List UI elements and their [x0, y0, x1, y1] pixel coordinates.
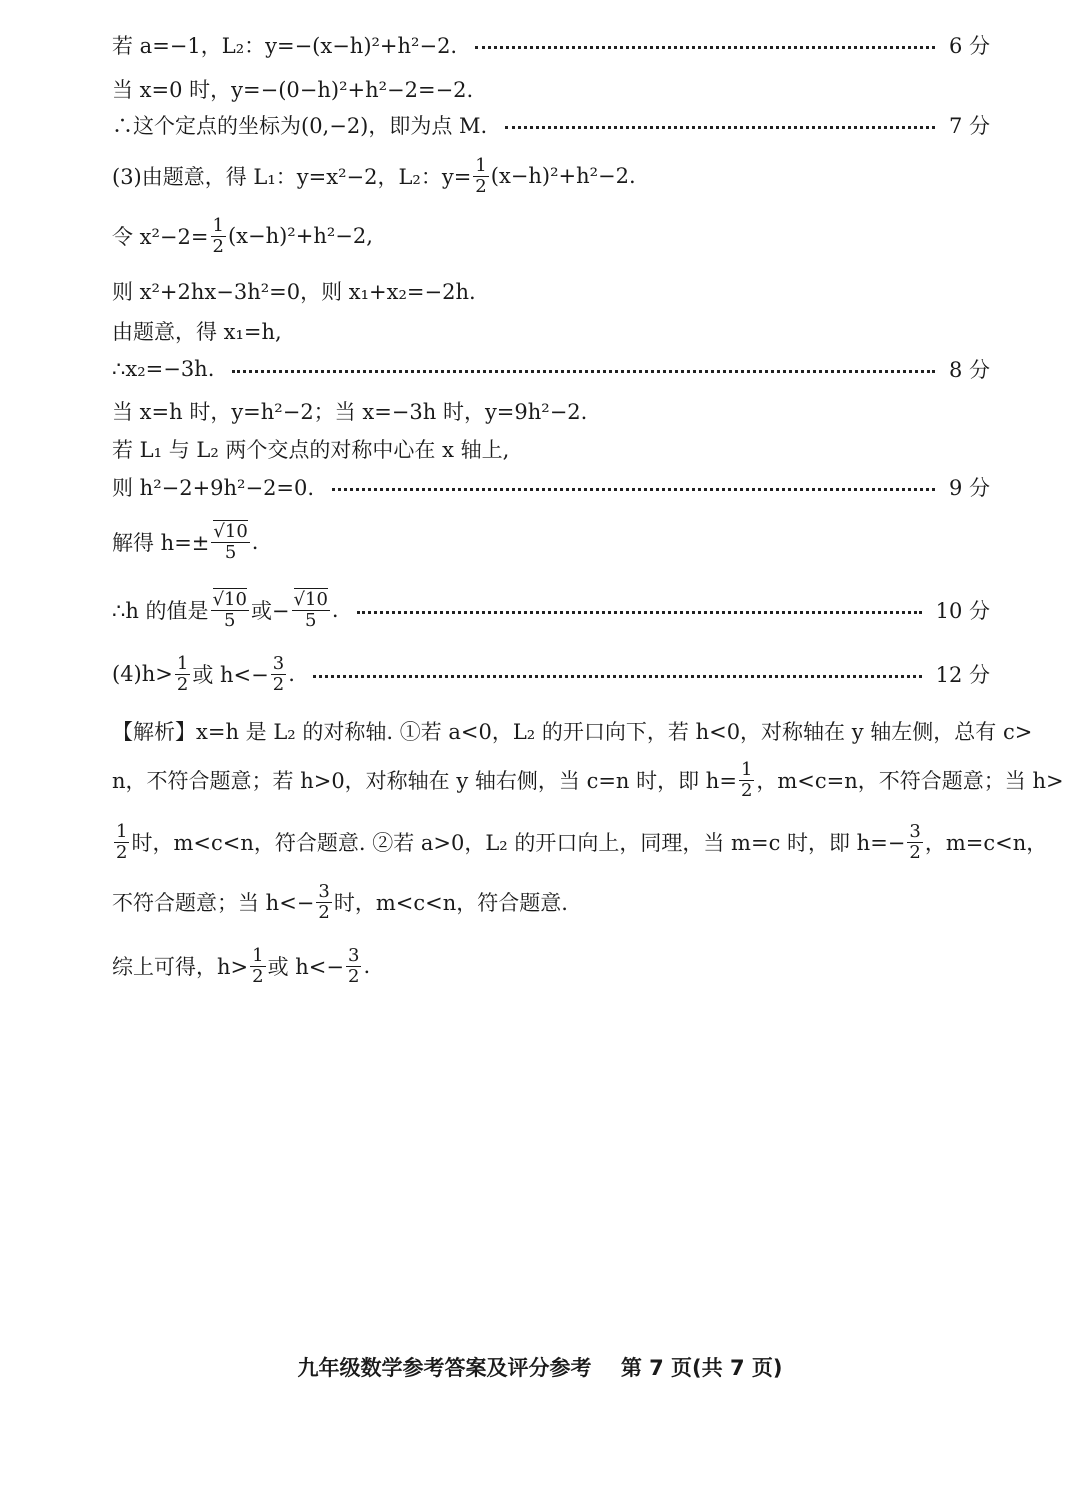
line-text: 时，m<c<n，符合题意. — [333, 891, 568, 916]
score-12: 12 分 — [935, 663, 990, 688]
fraction-numerator: 1 — [475, 155, 487, 176]
line-text: ，m=c<n， — [924, 831, 1048, 856]
fraction-denominator: 2 — [475, 175, 487, 197]
solution-line-2 — [112, 74, 473, 104]
fraction-numerator — [211, 522, 249, 543]
line-text: 或 h<− — [267, 955, 344, 980]
fraction-numerator: 3 — [909, 821, 921, 842]
fraction-one-half — [211, 216, 226, 257]
score-6: 6 分 — [948, 34, 990, 58]
fraction-numerator — [211, 590, 249, 611]
line-text: . — [251, 530, 259, 555]
fraction-one-half — [473, 156, 488, 197]
fraction-denominator: 5 — [224, 541, 237, 563]
line-text: 若 L₁ 与 L₂ 两个交点的对称中心在 x 轴上, — [112, 438, 510, 462]
solution-line-11 — [112, 472, 990, 502]
sqrt-ten: √10 — [293, 589, 328, 610]
fraction-sqrt10-over-5 — [211, 522, 249, 563]
fraction-denominator: 2 — [116, 841, 128, 863]
footer-title: 九年级数学参考答案及评分参考 — [297, 1356, 592, 1380]
line-text: ，m<c=n，不符合题意；当 h> — [756, 769, 1064, 794]
fraction-three-half — [907, 822, 922, 863]
leader-dots — [232, 370, 935, 373]
fraction-numerator: 1 — [116, 821, 128, 842]
fraction-numerator: 3 — [318, 881, 330, 902]
line-text: . — [331, 598, 339, 623]
fraction-numerator: 1 — [212, 215, 224, 236]
solution-line-10 — [112, 434, 509, 464]
line-text: 不符合题意；当 h<− — [112, 891, 315, 916]
footer-page-number: 第 7 页(共 7 页) — [620, 1356, 783, 1380]
fraction-denominator: 2 — [318, 901, 330, 923]
line-text: ∴这个定点的坐标为(0,−2)，即为点 M. — [112, 114, 488, 138]
score-8: 8 分 — [948, 358, 990, 382]
analysis-line-5 — [112, 946, 370, 987]
line-text: 若 a=−1，L₂：y=−(x−h)²+h²−2. — [112, 34, 458, 58]
fraction-three-half — [271, 654, 286, 695]
fraction-three-half — [316, 882, 331, 923]
leader-dots — [475, 46, 935, 49]
line-text: 则 x²+2hx−3h²=0，则 x₁+x₂=−2h. — [112, 280, 476, 304]
fraction-numerator: 1 — [252, 945, 264, 966]
analysis-line-1 — [112, 716, 1032, 746]
line-text: (4)h> — [112, 662, 173, 687]
fraction-denominator: 2 — [740, 779, 753, 801]
line-text: ∴x₂=−3h. — [112, 357, 215, 381]
solution-line-1 — [112, 30, 990, 60]
analysis-line-2 — [112, 760, 1064, 801]
solution-line-7 — [112, 316, 282, 346]
line-text: . — [363, 954, 371, 979]
fraction-denominator: 2 — [176, 673, 189, 695]
fraction-denominator: 2 — [909, 841, 921, 863]
line-text: ∴h 的值是 — [112, 599, 209, 624]
fraction-numerator: 3 — [347, 945, 360, 966]
line-text: (x−h)²+h²−2, — [227, 224, 373, 249]
fraction-one-half — [114, 822, 129, 863]
fraction-denominator: 5 — [224, 609, 236, 631]
fraction-numerator: 3 — [272, 653, 285, 674]
analysis-line-3 — [112, 822, 1047, 863]
line-text: n，不符合题意；若 h>0，对称轴在 y 轴右侧，当 c=n 时，即 h= — [112, 769, 737, 794]
solution-line-14 — [112, 654, 990, 695]
fraction-one-half — [250, 946, 265, 987]
solution-line-9 — [112, 396, 587, 426]
fraction-denominator: 2 — [252, 965, 264, 987]
fraction-numerator — [292, 590, 330, 611]
line-text: 【解析】x=h 是 L₂ 的对称轴. ①若 a<0，L₂ 的开口向下，若 h<0，对称轴在 y 轴左侧，总有 c> — [112, 720, 1033, 744]
fraction-sqrt10-over-5 — [292, 590, 330, 631]
fraction-one-half — [175, 654, 190, 695]
fraction-denominator: 2 — [212, 235, 224, 257]
score-7: 7 分 — [948, 114, 990, 138]
fraction-denominator: 5 — [305, 609, 317, 631]
line-text: 令 x²−2= — [112, 225, 209, 250]
line-text: 当 x=h 时，y=h²−2；当 x=−3h 时，y=9h²−2. — [112, 400, 588, 424]
solution-line-8 — [112, 354, 990, 384]
page-footer — [0, 1352, 1080, 1382]
leader-dots — [505, 126, 935, 129]
leader-dots — [332, 488, 935, 491]
fraction-numerator: 1 — [176, 653, 189, 674]
score-9: 9 分 — [948, 476, 990, 500]
leader-dots — [313, 675, 922, 678]
line-text: . — [288, 662, 295, 687]
fraction-three-half — [346, 946, 361, 987]
line-text: 则 h²−2+9h²−2=0. — [112, 476, 315, 500]
fraction-denominator: 2 — [272, 673, 285, 695]
solution-line-3 — [112, 110, 990, 140]
line-text: 或 h<− — [192, 663, 269, 688]
solution-line-4 — [112, 156, 636, 197]
line-text: 由题意，得 x₁=h, — [112, 320, 282, 344]
line-text: 或− — [250, 599, 290, 624]
sqrt-ten: √10 — [213, 521, 248, 542]
fraction-numerator: 1 — [740, 759, 753, 780]
fraction-sqrt10-over-5 — [211, 590, 249, 631]
line-text: 综上可得，h> — [112, 955, 249, 980]
sqrt-ten: √10 — [212, 589, 247, 610]
line-text: 当 x=0 时，y=−(0−h)²+h²−2=−2. — [112, 78, 474, 102]
score-10: 10 分 — [935, 599, 990, 624]
solution-line-5 — [112, 216, 373, 257]
solution-line-6 — [112, 276, 476, 306]
line-text: (x−h)²+h²−2. — [490, 164, 636, 189]
line-text: 时，m<c<n，符合题意. ②若 a>0，L₂ 的开口向上，同理，当 m=c 时，即 h=− — [131, 831, 906, 856]
analysis-line-4 — [112, 882, 568, 923]
fraction-one-half — [739, 760, 754, 801]
solution-line-12 — [112, 522, 258, 563]
fraction-denominator: 2 — [347, 965, 360, 987]
solution-line-13 — [112, 590, 990, 631]
line-text: 解得 h=± — [112, 531, 210, 556]
leader-dots — [357, 611, 922, 614]
line-text: (3)由题意，得 L₁：y=x²−2，L₂：y= — [112, 165, 472, 190]
